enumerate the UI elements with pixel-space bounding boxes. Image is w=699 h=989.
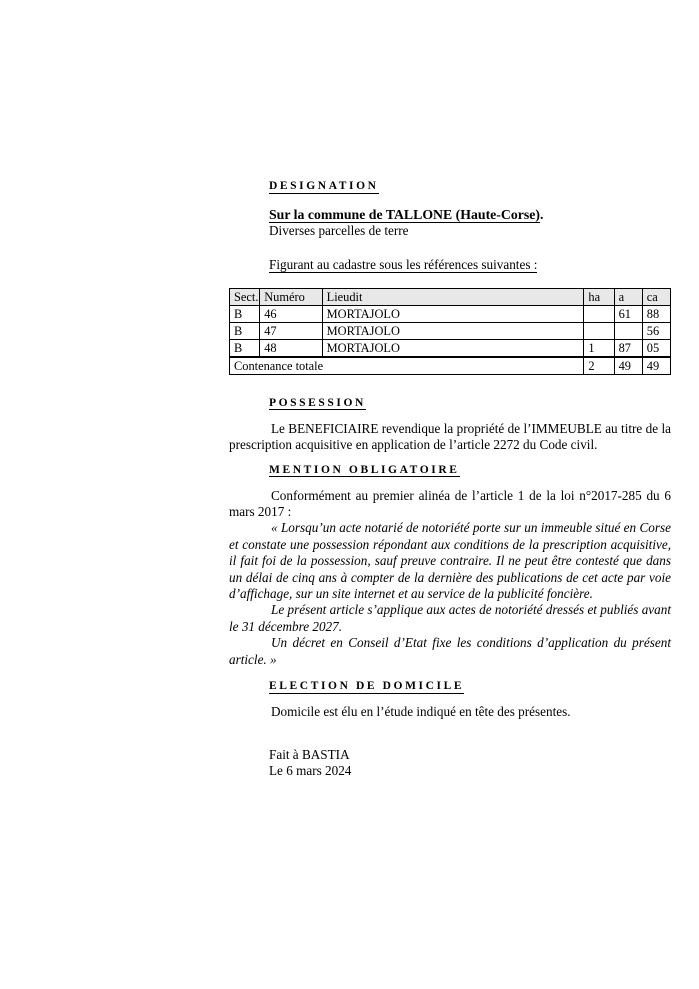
cell-numero: 48 bbox=[260, 339, 322, 357]
possession-paragraph: Le BENEFICIAIRE revendique la propriété de l’IMMEUBLE au titre de la prescription acquisitive en application de l’article 2272 du Code civil. bbox=[229, 420, 671, 453]
table-header-a: a bbox=[614, 288, 642, 305]
heading-mention-obligatoire-text: MENTION OBLIGATOIRE bbox=[269, 463, 460, 476]
cell-ha: 1 bbox=[584, 339, 614, 357]
table-row bbox=[230, 339, 671, 357]
mention-quote-paragraph-3: Un décret en Conseil d’Etat fixe les conditions d’application du présent article. » bbox=[229, 635, 671, 667]
cadastre-intro-text: Figurant au cadastre sous les références suivantes : bbox=[269, 257, 538, 273]
cell-total-ca: 49 bbox=[642, 357, 670, 375]
heading-possession-text: POSSESSION bbox=[269, 396, 366, 409]
cell-total-ha: 2 bbox=[584, 357, 614, 375]
commune-line-period: . bbox=[539, 207, 544, 222]
election-domicile-paragraph: Domicile est élu en l’étude indiqué en tête des présentes. bbox=[271, 704, 571, 720]
heading-possession bbox=[269, 397, 671, 409]
mention-quote-paragraph-1: « Lorsqu’un acte notarié de notoriété porte sur un immeuble situé en Corse et constate une possession répondant aux conditions de la prescription acquisitive, il fait foi de la possession, sauf preuve contraire. Il ne peut être contesté que dans un délai de cinq ans à compter de la dernière des publications de cet acte par voie d’affichage, sur un site internet et au service de la publicité foncière. bbox=[229, 520, 671, 602]
table-total-row bbox=[230, 357, 671, 375]
heading-designation bbox=[269, 180, 671, 192]
cell-lieudit: MORTAJOLO bbox=[322, 339, 584, 357]
cell-ca: 56 bbox=[642, 322, 670, 339]
signature-date: Le 6 mars 2024 bbox=[269, 762, 352, 778]
table-header-sect: Sect. bbox=[230, 288, 260, 305]
cell-numero: 46 bbox=[260, 305, 322, 322]
table-header-row bbox=[230, 288, 671, 305]
signature-place: Fait à BASTIA bbox=[269, 746, 350, 762]
table-header-ca: ca bbox=[642, 288, 670, 305]
heading-mention-obligatoire bbox=[269, 464, 671, 476]
cell-ca: 05 bbox=[642, 339, 670, 357]
cell-total-a: 49 bbox=[614, 357, 642, 375]
table-row bbox=[230, 305, 671, 322]
cell-ha bbox=[584, 305, 614, 322]
cell-lieudit: MORTAJOLO bbox=[322, 305, 584, 322]
cadastre-intro bbox=[269, 257, 671, 273]
cell-a bbox=[614, 322, 642, 339]
cell-a: 61 bbox=[614, 305, 642, 322]
cell-sect: B bbox=[230, 339, 260, 357]
commune-line bbox=[269, 206, 671, 223]
cell-ca: 88 bbox=[642, 305, 670, 322]
document-content bbox=[229, 180, 671, 779]
mention-quote-paragraph-2: Le présent article s’applique aux actes de notoriété dressés et publiés avant le 31 décembre 2027. bbox=[229, 602, 671, 634]
heading-election-domicile bbox=[269, 680, 671, 692]
cell-numero: 47 bbox=[260, 322, 322, 339]
heading-designation-text: DESIGNATION bbox=[269, 180, 379, 192]
table-header-ha: ha bbox=[584, 288, 614, 305]
cell-total-label: Contenance totale bbox=[230, 357, 584, 375]
commune-line-text: Sur la commune de TALLONE (Haute-Corse) bbox=[269, 207, 540, 222]
table-header-lieudit: Lieudit bbox=[322, 288, 584, 305]
table-row bbox=[230, 322, 671, 339]
parcels-subtitle: Diverses parcelles de terre bbox=[269, 223, 409, 238]
cell-a: 87 bbox=[614, 339, 642, 357]
cell-sect: B bbox=[230, 322, 260, 339]
heading-election-domicile-text: ELECTION DE DOMICILE bbox=[269, 680, 465, 693]
cell-lieudit: MORTAJOLO bbox=[322, 322, 584, 339]
table-header-numero: Numéro bbox=[260, 288, 322, 305]
mention-intro-paragraph: Conformément au premier alinéa de l’article 1 de la loi n°2017-285 du 6 mars 2017 : bbox=[229, 487, 671, 520]
cell-ha bbox=[584, 322, 614, 339]
cadastre-table bbox=[229, 288, 671, 375]
cell-sect: B bbox=[230, 305, 260, 322]
